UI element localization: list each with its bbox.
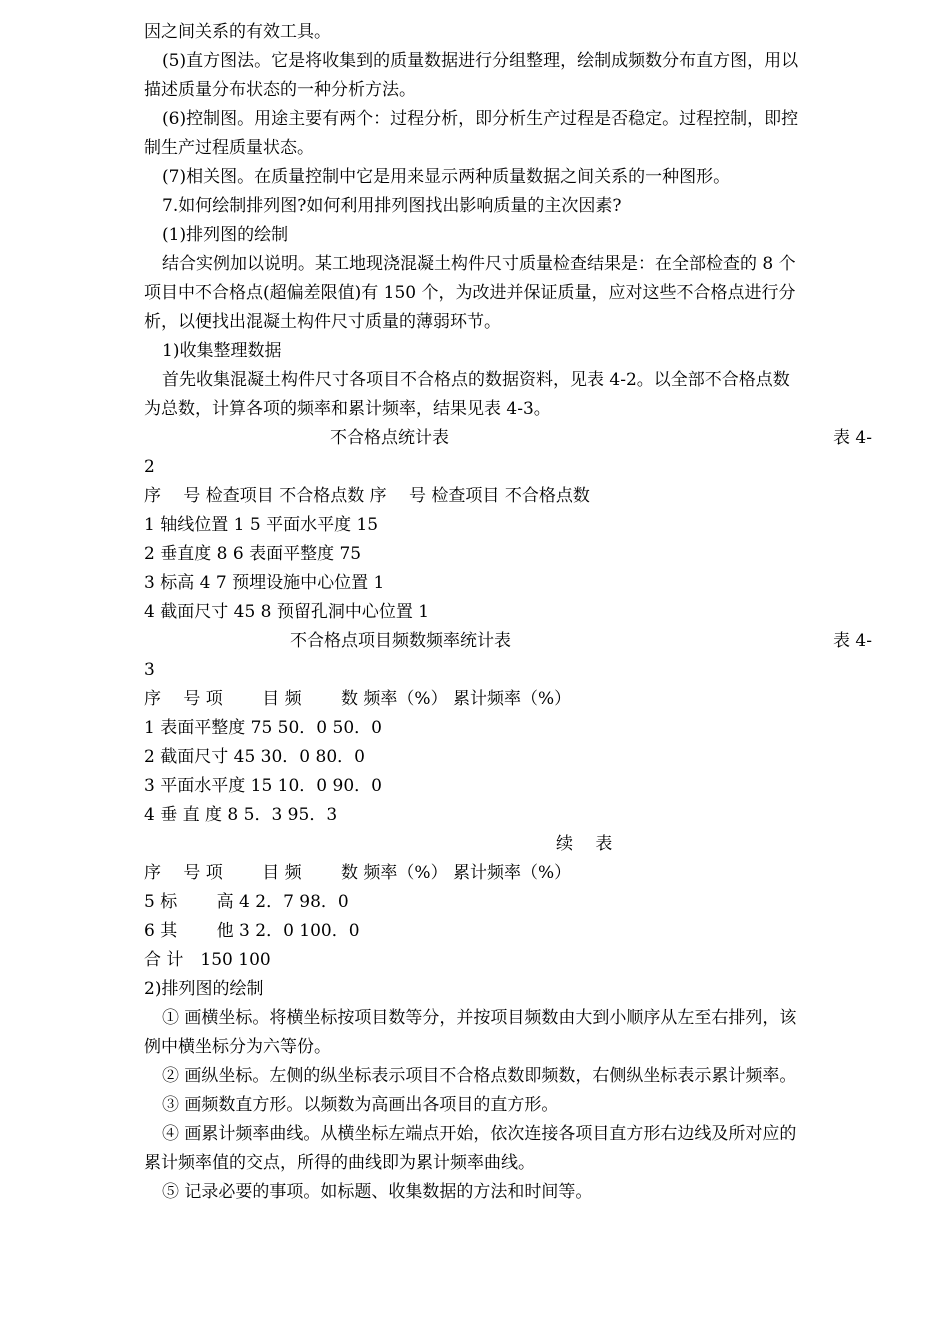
table-header: 序 号 项 目 频 数 频率（%） 累计频率（%） [144, 863, 572, 883]
table-row: 5 标 高 4 2．7 98．0 [144, 892, 349, 912]
continued-caption-row [144, 830, 876, 859]
paragraph-line: 首先收集混凝土构件尺寸各项目不合格点的数据资料，见表 4-2。以全部不合格点数 [162, 370, 790, 390]
paragraph-line: 累计频率值的交点，所得的曲线即为累计频率曲线。 [144, 1153, 535, 1173]
paragraph-line: ② 画纵坐标。左侧的纵坐标表示项目不合格点数即频数，右侧纵坐标表示累计频率。 [162, 1066, 797, 1086]
paragraph-line: ③ 画频数直方形。以频数为高画出各项目的直方形。 [162, 1095, 559, 1115]
paragraph-line: 项目中不合格点(超偏差限值)有 150 个，为改进并保证质量，应对这些不合格点进行分 [144, 283, 796, 303]
paragraph-line: ④ 画累计频率曲线。从横坐标左端点开始，依次连接各项目直方形右边线及所对应的 [162, 1124, 797, 1144]
table-4-3-caption-row [144, 627, 876, 656]
paragraph-line: (6)控制图。用途主要有两个：过程分析，即分析生产过程是否稳定。过程控制，即控 [162, 109, 799, 129]
table-number-continued: 3 [144, 660, 155, 680]
table-4-2-caption-row [144, 424, 876, 453]
table-row: 1 轴线位置 1 5 平面水平度 15 [144, 515, 379, 535]
section-heading: 7.如何绘制排列图?如何利用排列图找出影响质量的主次因素? [162, 196, 622, 216]
subsection-heading: (1)排列图的绘制 [162, 225, 289, 245]
paragraph-line: 因之间关系的有效工具。 [144, 22, 331, 42]
paragraph-line: ① 画横坐标。将横坐标按项目数等分，并按项目频数由大到小顺序从左至右排列，该 [162, 1008, 797, 1028]
document-page [144, 18, 876, 1207]
table-row: 2 垂直度 8 6 表面平整度 75 [144, 544, 362, 564]
paragraph-line: 制生产过程质量状态。 [144, 138, 314, 158]
paragraph-line: 结合实例加以说明。某工地现浇混凝土构件尺寸质量检查结果是：在全部检查的 8 个 [162, 254, 796, 274]
paragraph-line: 例中横坐标分为六等份。 [144, 1037, 331, 1057]
table-row: 1 表面平整度 75 50．0 50．0 [144, 718, 382, 738]
table-number-continued: 2 [144, 457, 155, 477]
paragraph-line: 为总数，计算各项的频率和累计频率，结果见表 4-3。 [144, 399, 551, 419]
table-caption: 不合格点统计表 [330, 428, 449, 448]
paragraph-line: (5)直方图法。它是将收集到的质量数据进行分组整理，绘制成频数分布直方图，用以 [162, 51, 799, 71]
paragraph-line: ⑤ 记录必要的事项。如标题、收集数据的方法和时间等。 [162, 1182, 593, 1202]
paragraph-line: 析，以便找出混凝土构件尺寸质量的薄弱环节。 [144, 312, 501, 332]
table-number: 表 4- [833, 428, 872, 448]
table-row: 2 截面尺寸 45 30．0 80．0 [144, 747, 365, 767]
table-total-row: 合 计 150 100 [144, 950, 271, 970]
paragraph-line: (7)相关图。在质量控制中它是用来显示两种质量数据之间关系的一种图形。 [162, 167, 731, 187]
table-number: 表 4- [833, 631, 872, 651]
table-row: 4 垂 直 度 8 5．3 95．3 [144, 805, 338, 825]
table-header: 序 号 项 目 频 数 频率（%） 累计频率（%） [144, 689, 572, 709]
table-row: 4 截面尺寸 45 8 预留孔洞中心位置 1 [144, 602, 430, 622]
table-row: 6 其 他 3 2．0 100．0 [144, 921, 360, 941]
table-row: 3 标高 4 7 预埋设施中心位置 1 [144, 573, 385, 593]
paragraph-line: 描述质量分布状态的一种分析方法。 [144, 80, 416, 100]
subsection-heading: 2)排列图的绘制 [144, 979, 264, 999]
table-caption: 不合格点项目频数频率统计表 [290, 631, 511, 651]
subsection-heading: 1)收集整理数据 [162, 341, 282, 361]
table-header: 序 号 检查项目 不合格点数 序 号 检查项目 不合格点数 [144, 486, 590, 506]
table-row: 3 平面水平度 15 10．0 90．0 [144, 776, 382, 796]
continued-caption: 续 表 [556, 834, 613, 854]
